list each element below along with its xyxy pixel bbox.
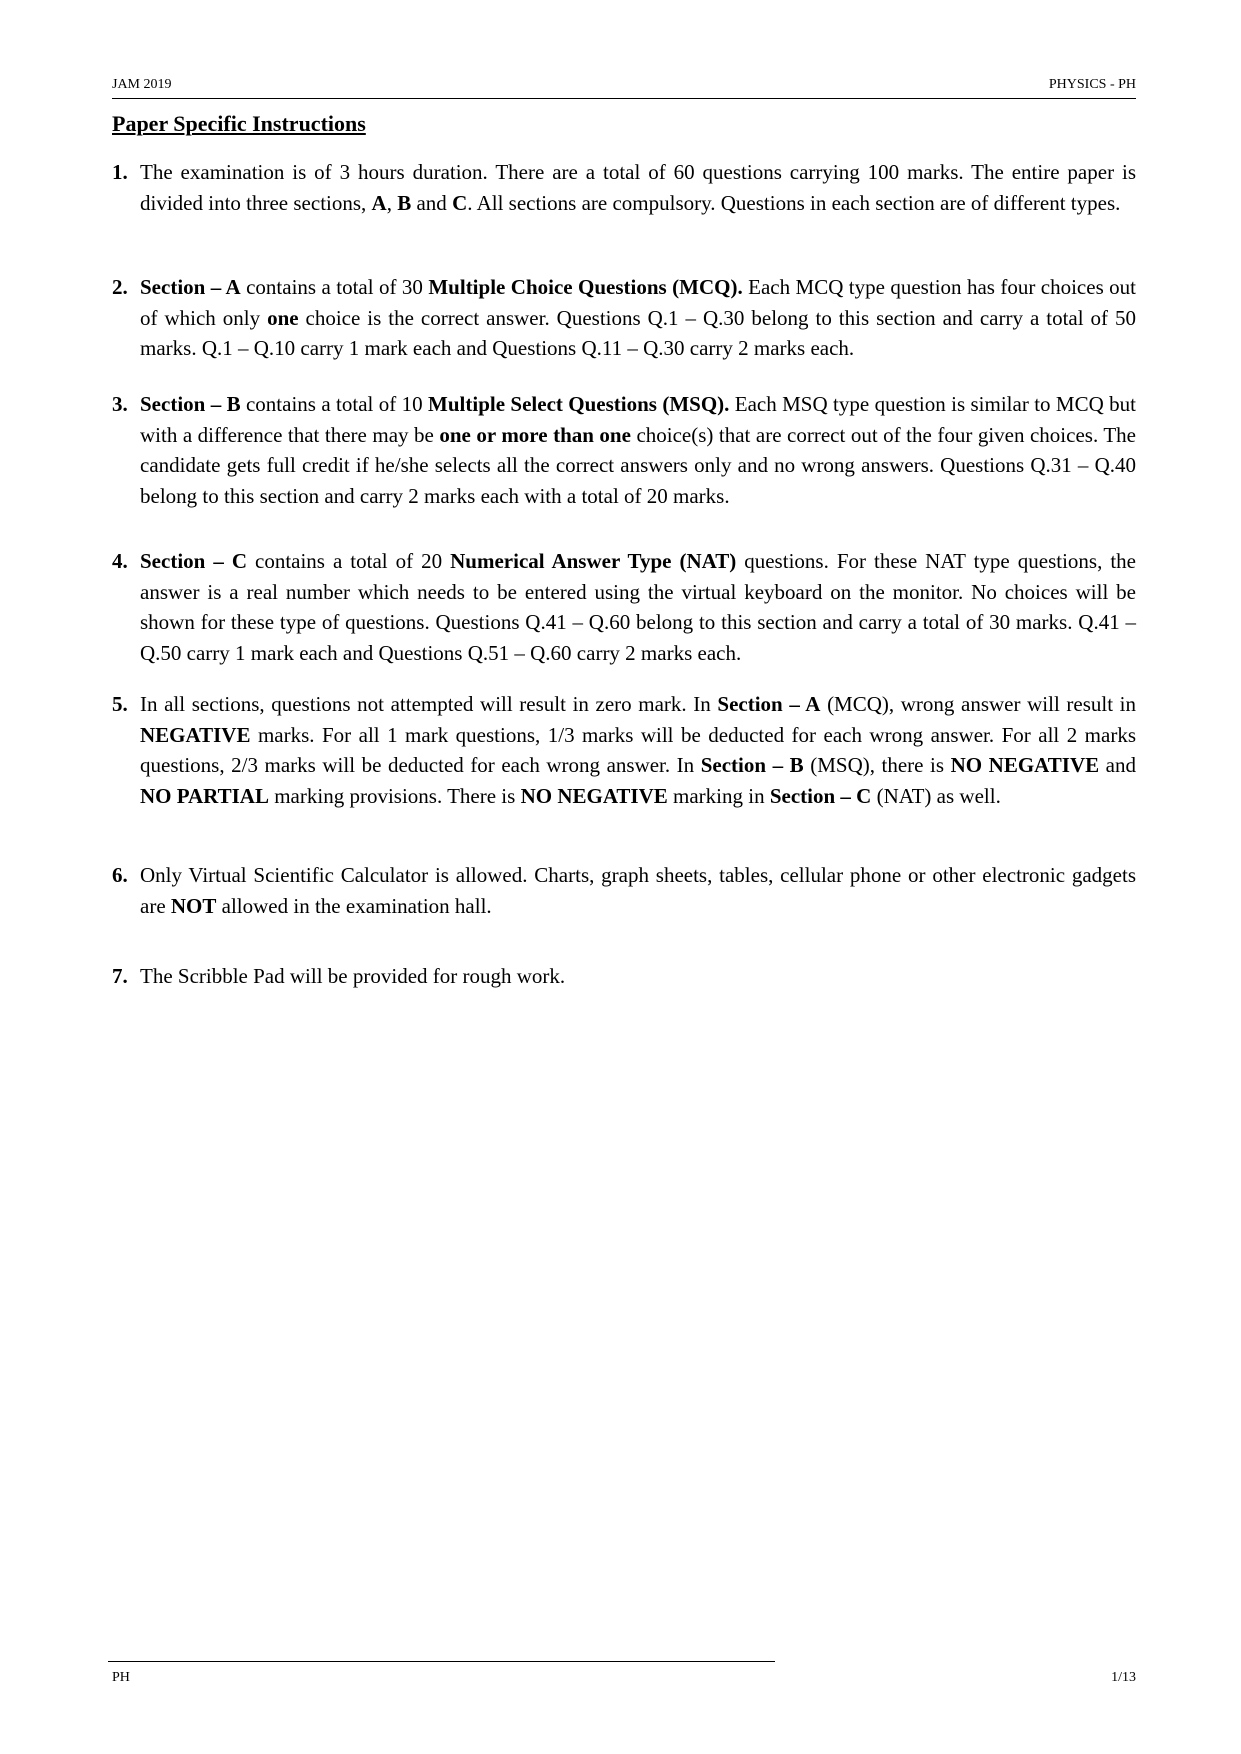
- page-title: Paper Specific Instructions: [112, 111, 366, 136]
- page-header: [112, 74, 1136, 99]
- item-text: The Scribble Pad will be provided for rough work.: [140, 964, 566, 988]
- item-text: Section – B contains a total of 10 Multiple Select Questions (MSQ). Each MSQ type question is similar to MCQ but with a difference that there may be one or more than one choice(s) that are correct out of the four given choices. The candidate gets full credit if he/she selects all the correct answers only and no wrong answers. Questions Q.31 – Q.40 belong to this section and carry 2 marks each with a total of 20 marks.: [140, 392, 1136, 508]
- instruction-item-5: [112, 689, 1136, 811]
- item-number: 2.: [112, 275, 128, 299]
- item-text: In all sections, questions not attempted will result in zero mark. In Section – A (MCQ), wrong answer will result in NEGATIVE marks. For all 1 mark questions, 1/3 marks will be deducted for each wrong answer. For all 2 marks questions, 2/3 marks will be deducted for each wrong answer. In Section – B (MSQ), there is NO NEGATIVE and NO PARTIAL marking provisions. There is NO NEGATIVE marking in Section – C (NAT) as well.: [140, 692, 1136, 808]
- instruction-item-2: [112, 272, 1136, 364]
- item-number: 1.: [112, 160, 128, 184]
- header-exam-name: JAM 2019: [112, 77, 172, 92]
- footer-paper-code: PH: [112, 1670, 130, 1685]
- instruction-item-6: [112, 860, 1136, 921]
- item-number: 7.: [112, 964, 128, 988]
- instruction-item-3: [112, 389, 1136, 511]
- item-text: The examination is of 3 hours duration. There are a total of 60 questions carrying 100 marks. The entire paper is divided into three sections, A, B and C. All sections are compulsory. Questions in each section are of different types.: [140, 160, 1136, 215]
- footer-divider: [108, 1661, 775, 1662]
- page-number: 1/13: [1111, 1670, 1136, 1685]
- instruction-item-7: [112, 961, 1136, 992]
- instruction-item-1: [112, 157, 1136, 218]
- header-subject: PHYSICS - PH: [1048, 77, 1136, 92]
- item-text: Section – C contains a total of 20 Numerical Answer Type (NAT) questions. For these NAT type questions, the answer is a real number which needs to be entered using the virtual keyboard on the monitor. No choices will be shown for these type of questions. Questions Q.41 – Q.60 belong to this section and carry a total of 30 marks. Q.41 – Q.50 carry 1 mark each and Questions Q.51 – Q.60 carry 2 marks each.: [140, 549, 1136, 665]
- item-number: 3.: [112, 392, 128, 416]
- instruction-item-4: [112, 546, 1136, 668]
- item-text: Only Virtual Scientific Calculator is allowed. Charts, graph sheets, tables, cellular phone or other electronic gadgets are NOT allowed in the examination hall.: [140, 863, 1136, 918]
- item-number: 4.: [112, 549, 128, 573]
- item-number: 5.: [112, 692, 128, 716]
- item-number: 6.: [112, 863, 128, 887]
- item-text: Section – A contains a total of 30 Multiple Choice Questions (MCQ). Each MCQ type question has four choices out of which only one choice is the correct answer. Questions Q.1 – Q.30 belong to this section and carry a total of 50 marks. Q.1 – Q.10 carry 1 mark each and Questions Q.11 – Q.30 carry 2 marks each.: [140, 275, 1137, 360]
